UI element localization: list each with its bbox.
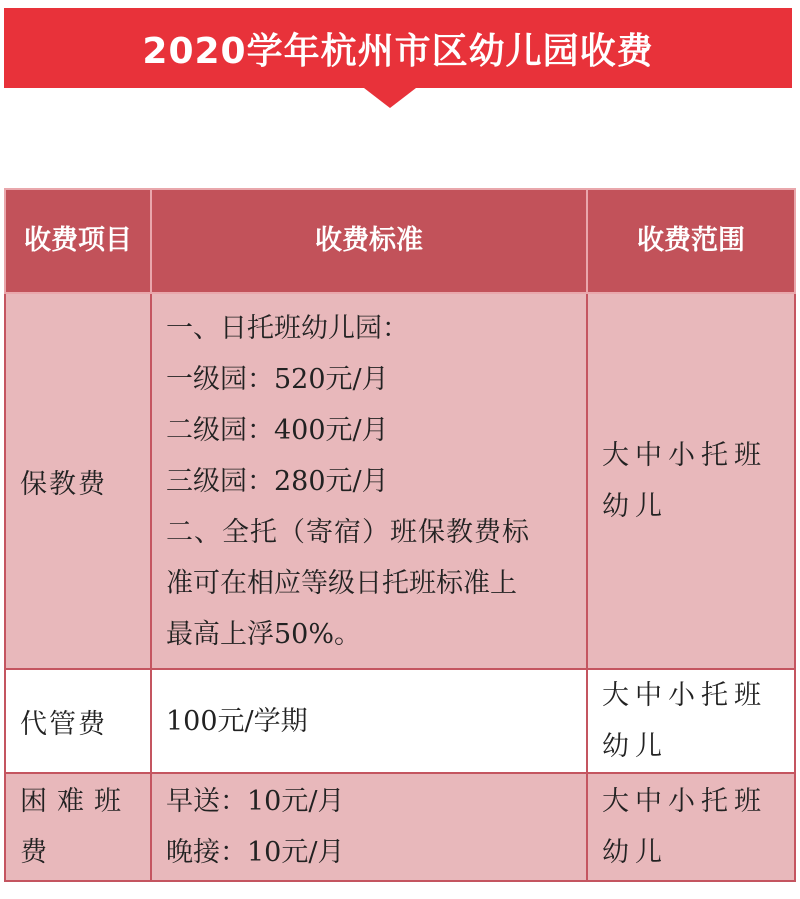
standard-line: 100元/学期 [166, 705, 308, 737]
header-standard: 收费标准 [151, 189, 587, 293]
row-item: 困难班费 [5, 773, 151, 881]
scope-line: 幼儿 [602, 731, 668, 762]
standard-line: 早送：10元/月 [166, 786, 345, 817]
scope-line: 幼儿 [602, 491, 668, 522]
standard-line: 二级园：400元/月 [166, 414, 389, 446]
standard-line: 一级园：520元/月 [166, 363, 389, 395]
page-title: 2020学年杭州市区幼儿园收费 [142, 30, 654, 72]
title-banner [4, 8, 792, 88]
banner-arrow [364, 88, 416, 108]
header-item: 收费项目 [5, 189, 151, 293]
standard-line: 三级园：280元/月 [166, 465, 389, 497]
table-header-row [5, 189, 795, 293]
row-scope [587, 773, 795, 881]
standard-line: 晚接：10元/月 [166, 837, 345, 868]
standard-line: 二、全托（寄宿）班保教费标 [166, 516, 530, 548]
row-standard [151, 669, 587, 773]
scope-line: 幼儿 [602, 837, 668, 868]
fee-table [4, 188, 796, 882]
scope-line: 大中小托班 [602, 680, 767, 711]
standard-line: 准可在相应等级日托班标准上 [166, 567, 517, 599]
standard-line: 一、日托班幼儿园： [166, 312, 409, 344]
table-row [5, 669, 795, 773]
table-row [5, 293, 795, 669]
scope-line: 大中小托班 [602, 786, 767, 817]
row-item: 代管费 [5, 669, 151, 773]
standard-line: 最高上浮50%。 [166, 618, 362, 650]
header-scope: 收费范围 [587, 189, 795, 293]
row-standard [151, 293, 587, 669]
row-standard [151, 773, 587, 881]
table-row [5, 773, 795, 881]
row-scope [587, 293, 795, 669]
row-item: 保教费 [5, 293, 151, 669]
row-scope [587, 669, 795, 773]
scope-line: 大中小托班 [602, 440, 767, 471]
